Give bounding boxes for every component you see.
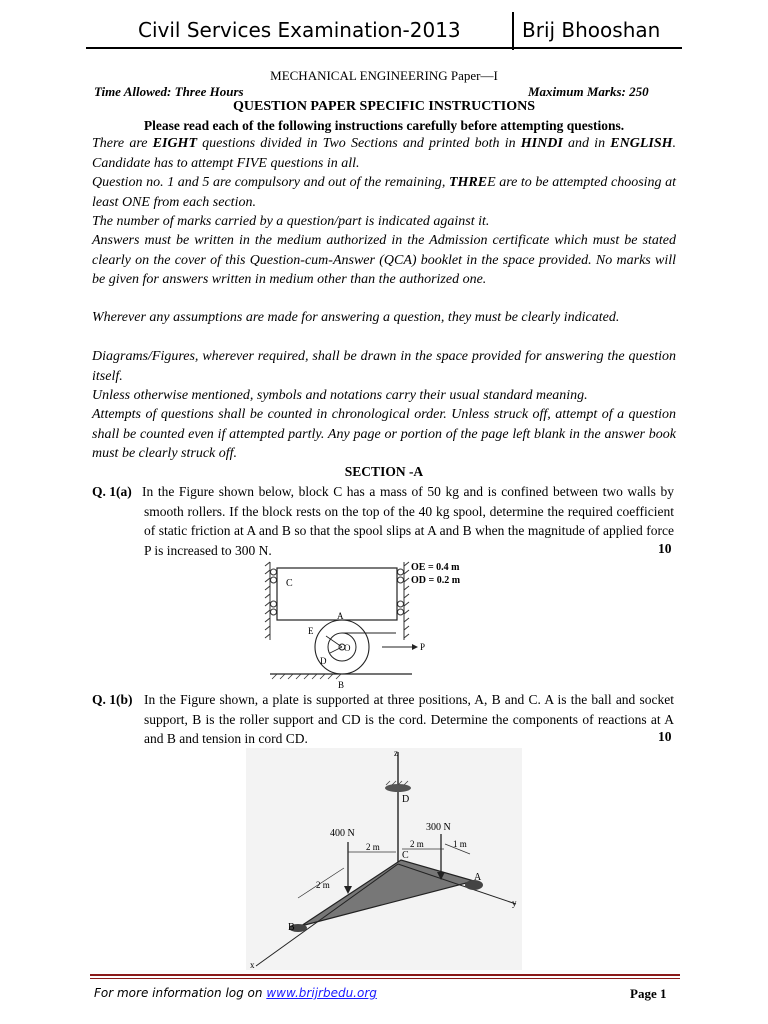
header-divider [512,12,514,50]
q1b-fig-z: z [394,748,398,758]
q1a-fig-label-e: E [308,626,314,636]
q1b-fig-f300: 300 N [426,822,451,833]
q1a-fig-label-p: P [420,642,426,652]
instruction-2: Question no. 1 and 5 are compulsory and out of the remaining, THREE are to be attempted choosing at least ONE from each section. [92,175,677,210]
page-number: Page 1 [630,986,667,1001]
header-author: Brij Bhooshan [522,18,661,42]
q1b-fig-a: A [474,872,482,883]
q1b-fig-d: D [402,794,410,805]
instruction-8: Attempts of questions shall be counted in chronological order. Unless struck off, attempt of a question shall be counted even if attempted partly. Any page or portion of the page left blank in the answer book must be clearly struck off. [92,407,676,461]
instruction-7: Unless otherwise mentioned, symbols and notations carry their usual standard meaning. [92,388,588,403]
time-allowed: Time Allowed: Three Hours [94,84,244,99]
instructions-heading: QUESTION PAPER SPECIFIC INSTRUCTIONS [233,99,535,114]
q1a-fig-note2: OD = 0.2 m [411,575,461,586]
q1a-fig-label-b: B [338,680,345,690]
header-rule [86,47,682,49]
max-marks: Maximum Marks: 250 [528,84,649,99]
q1a-fig-label-d: D [320,656,327,666]
q1b-fig-y: y [512,898,517,908]
instruction-3: The number of marks carried by a question/part is indicated against it. [92,214,490,229]
section-a-heading: SECTION -A [344,464,424,479]
q1b-fig-m1: 1 m [453,839,467,849]
instruction-1: There are EIGHT questions divided in Two Sections and printed both in HINDI and in ENGLISH. Candidate has to attempt FIVE questions in all. [92,136,676,171]
q1b-fig-m2c: 2 m [316,880,330,890]
q1b-text: In the Figure shown, a plate is supported at three positions, A, B and C. A is the ball and socket support, B is the roller support and CD is the cord. Determine the components of reactions at A and B and tension in cord CD. [144,692,674,746]
footer-link[interactable]: www.brijrbedu.org [266,986,377,1000]
q1a-fig-note1: OE = 0.4 m [411,562,460,573]
instruction-5: Wherever any assumptions are made for answering a question, they must be clearly indicated. [92,310,620,325]
q1b-label: Q. 1(b) [92,692,133,707]
instructions-lead: Please read each of the following instructions carefully before attempting questions. [143,118,625,133]
q1a-fig-label-o: O [344,643,351,653]
q1a-figure [262,558,502,690]
q1b-fig-c: C [402,850,409,861]
footer-rule [90,974,680,976]
footer-rule-thin [90,978,680,979]
q1a-marks: 10 [658,541,672,556]
q1b-fig-m2b: 2 m [410,839,424,849]
q1b-fig-f400: 400 N [330,828,355,839]
q1b-fig-x: x [250,960,255,970]
q1a-label: Q. 1(a) [92,484,132,499]
q1b-fig-m2a: 2 m [366,842,380,852]
q1b-marks: 10 [658,729,672,744]
paper-title: MECHANICAL ENGINEERING Paper—I [270,68,498,83]
instruction-6: Diagrams/Figures, wherever required, shall be drawn in the space provided for answering the question itself. [92,349,676,384]
q1b-fig-b: B [288,922,295,933]
footer-info: For more information log on www.brijrbedu.org [94,986,377,1000]
q1a-text: In the Figure shown below, block C has a mass of 50 kg and is confined between two walls by smooth rollers. If the block rests on the top of the 40 kg spool, determine the required coefficient of static friction at A and B so that the spool slips at A and B when the magnitude of applied force P is increased to 300 N. [142,484,674,558]
q1a-fig-label-a: A [337,611,344,621]
q1b-figure [246,748,522,970]
header-title: Civil Services Examination-2013 [138,18,461,42]
q1a-fig-label-c: C [286,578,293,589]
instruction-4: Answers must be written in the medium authorized in the Admission certificate which must be stated clearly on the cover of this Question-cum-Answer (QCA) booklet in the space provided. No marks will be given for answers written in medium other than the authorized one. [92,233,676,287]
